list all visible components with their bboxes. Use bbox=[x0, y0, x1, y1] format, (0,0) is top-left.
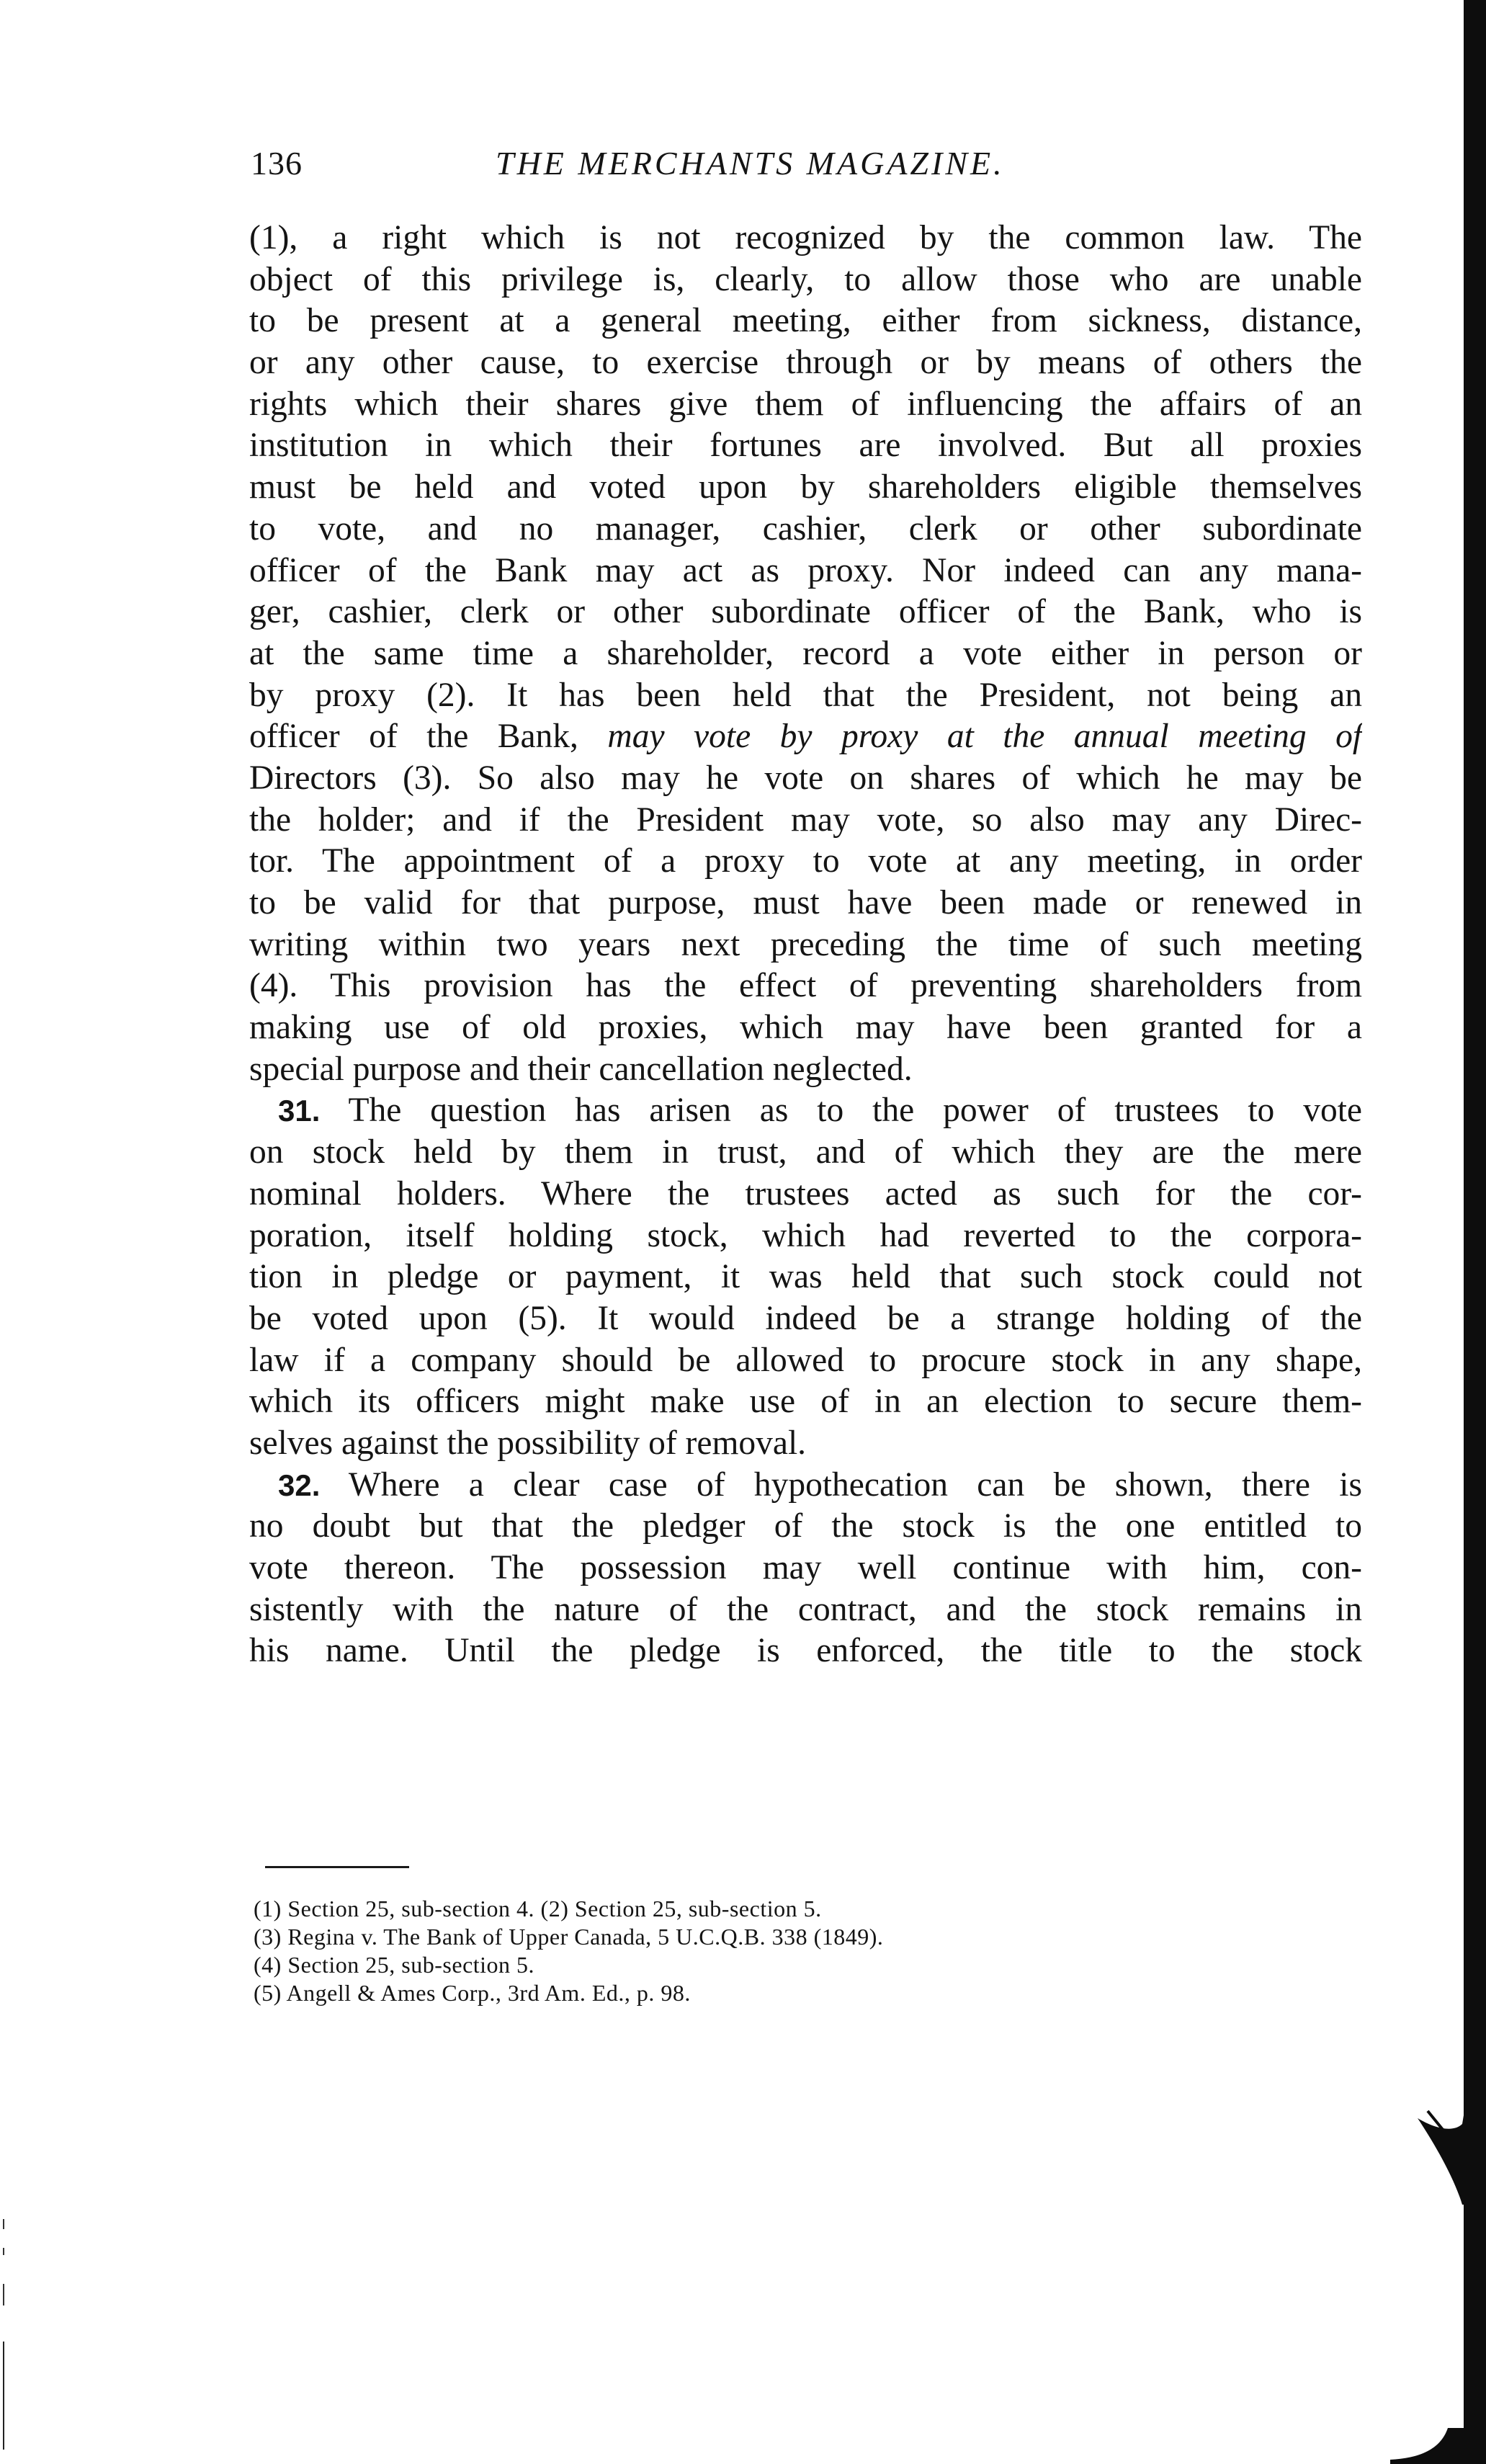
section-number-31: 31. bbox=[278, 1094, 321, 1128]
text-line: rights which their shares give them of influencing the affairs of an bbox=[249, 385, 1362, 423]
footnote-line: (5) Angell & Ames Corp., 3rd Am. Ed., p. 98. bbox=[254, 1980, 691, 2006]
text-line: nominal holders. Where the trustees acted as such for the cor- bbox=[249, 1174, 1362, 1213]
text-line: writing within two years next preceding the time of such meeting bbox=[249, 925, 1362, 963]
text-line: institution in which their fortunes are involved. But all proxies bbox=[249, 427, 1362, 465]
text-line: officer of the Bank may act as proxy. Nor indeed can any mana- bbox=[249, 551, 1362, 589]
text-segment: officer of the Bank, bbox=[249, 718, 578, 756]
text-segment: The question has arisen as to the power of trustees to vote bbox=[348, 1092, 1362, 1130]
text-line: to vote, and no manager, cashier, clerk or other subordinate bbox=[249, 509, 1362, 548]
page-foot-mark bbox=[1390, 2428, 1466, 2464]
text-line: to be present at a general meeting, either from sickness, distance, bbox=[249, 302, 1362, 340]
page-number: 136 bbox=[251, 145, 303, 182]
text-line: tion in pledge or payment, it was held that such stock could not bbox=[249, 1258, 1362, 1296]
text-line: special purpose and their cancellation neglected. bbox=[249, 1050, 913, 1088]
text-line: which its officers might make use of in an election to secure them- bbox=[249, 1383, 1362, 1421]
left-edge-specks bbox=[1, 2219, 6, 2457]
footnote-line: (4) Section 25, sub-section 5. bbox=[254, 1952, 535, 1978]
page-header bbox=[251, 144, 1361, 195]
text-line: or any other cause, to exercise through or by means of others the bbox=[249, 344, 1362, 382]
footnote-line: (1) Section 25, sub-section 4. (2) Section 25, sub-section 5. bbox=[254, 1896, 822, 1921]
section-31-first-line bbox=[249, 1090, 1362, 1132]
text-line: ger, cashier, clerk or other subordinate officer of the Bank, who is bbox=[249, 593, 1362, 631]
body-text bbox=[249, 218, 1362, 1672]
running-title: THE MERCHANTS MAGAZINE. bbox=[496, 145, 1005, 182]
text-line: law if a company should be allowed to procure stock in any shape, bbox=[249, 1341, 1362, 1379]
footnote-line: (3) Regina v. The Bank of Upper Canada, 5 U.C.Q.B. 338 (1849). bbox=[254, 1924, 884, 1950]
section-32-first-line bbox=[249, 1465, 1362, 1506]
section-number-32: 32. bbox=[278, 1468, 321, 1502]
text-segment: Where a clear case of hypothecation can be shown, there is bbox=[348, 1465, 1362, 1504]
text-line: no doubt but that the pledger of the stock is the one entitled to bbox=[249, 1507, 1362, 1545]
text-line: selves against the possibility of removal. bbox=[249, 1424, 807, 1462]
text-line: (1), a right which is not recognized by the common law. The bbox=[249, 219, 1362, 256]
text-line: tor. The appointment of a proxy to vote at any meeting, in order bbox=[249, 842, 1362, 880]
text-line bbox=[249, 716, 1362, 758]
text-line: to be valid for that purpose, must have been made or renewed in bbox=[249, 884, 1362, 921]
text-line: his name. Until the pledge is enforced, the title to the stock bbox=[249, 1632, 1362, 1670]
italic-segment: may vote by proxy at the annual meeting of bbox=[607, 718, 1362, 756]
page-curl-mark bbox=[1418, 2089, 1468, 2205]
text-line: poration, itself holding stock, which had reverted to the corpora- bbox=[249, 1216, 1362, 1254]
text-line: vote thereon. The possession may well continue with him, con- bbox=[249, 1549, 1362, 1586]
text-line: (4). This provision has the effect of preventing shareholders from bbox=[249, 967, 1362, 1005]
text-line: object of this privilege is, clearly, to allow those who are unable bbox=[249, 260, 1362, 298]
footnote-divider bbox=[265, 1866, 409, 1868]
text-line: on stock held by them in trust, and of which they are the mere bbox=[249, 1133, 1362, 1171]
text-line: Directors (3). So also may he vote on shares of which he may be bbox=[249, 759, 1362, 797]
text-line: sistently with the nature of the contract, and the stock remains in bbox=[249, 1590, 1362, 1628]
text-line: be voted upon (5). It would indeed be a strange holding of the bbox=[249, 1299, 1362, 1337]
text-line: by proxy (2). It has been held that the President, not being an bbox=[249, 676, 1362, 714]
text-line: must be held and voted upon by shareholders eligible themselves bbox=[249, 468, 1362, 506]
text-line: making use of old proxies, which may have been granted for a bbox=[249, 1009, 1362, 1047]
text-line: at the same time a shareholder, record a vote either in person or bbox=[249, 634, 1362, 672]
text-line: the holder; and if the President may vote, so also may any Direc- bbox=[249, 800, 1362, 839]
footnotes bbox=[254, 1895, 1262, 2007]
